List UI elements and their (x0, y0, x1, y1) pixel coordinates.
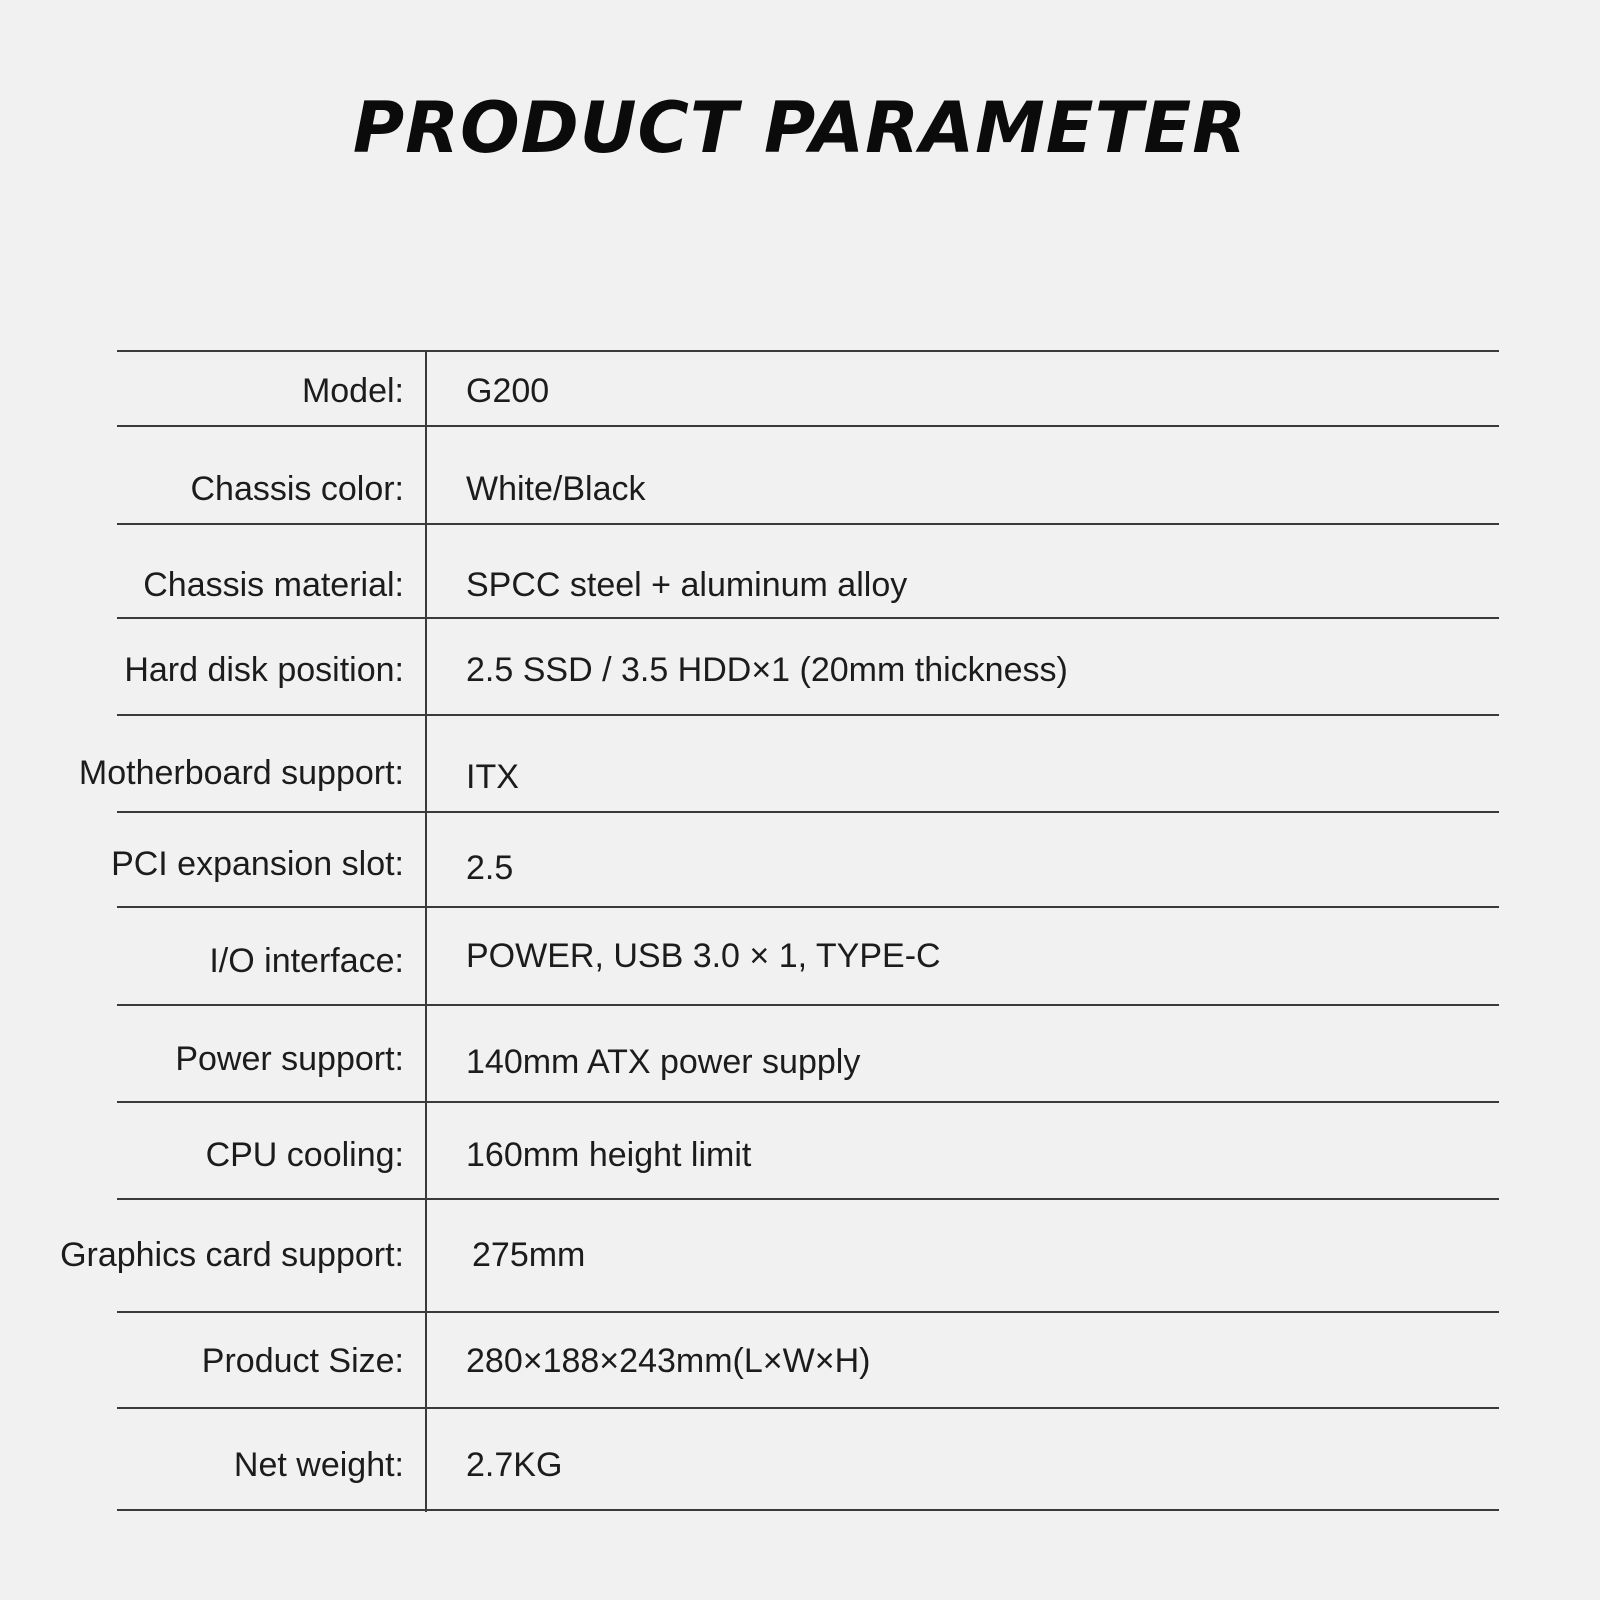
spec-label: Chassis material: (143, 566, 404, 604)
row-divider (117, 425, 1499, 427)
row-divider (117, 350, 1499, 352)
row-divider (117, 906, 1499, 908)
spec-value: 2.7KG (466, 1446, 563, 1484)
spec-value: 280×188×243mm(L×W×H) (466, 1342, 871, 1380)
row-divider (117, 1004, 1499, 1006)
spec-label: Graphics card support: (60, 1236, 404, 1274)
spec-value: White/Black (466, 470, 646, 508)
row-divider (117, 1509, 1499, 1511)
spec-table (0, 350, 1600, 1512)
row-divider (117, 714, 1499, 716)
spec-label: Hard disk position: (124, 651, 404, 689)
spec-value: 140mm ATX power supply (466, 1043, 861, 1081)
spec-label: Net weight: (233, 1446, 404, 1484)
spec-label: CPU cooling: (205, 1136, 404, 1174)
row-divider (117, 523, 1499, 525)
spec-value: POWER, USB 3.0 × 1, TYPE-C (466, 937, 941, 975)
row-divider (117, 1407, 1499, 1409)
page-title: PRODUCT PARAMETER (352, 87, 1248, 169)
spec-label: Motherboard support: (78, 754, 404, 792)
spec-label: Product Size: (201, 1342, 404, 1380)
spec-value: ITX (466, 758, 519, 796)
row-divider (117, 617, 1499, 619)
spec-label: I/O interface: (209, 942, 404, 980)
spec-label: Model: (301, 372, 404, 410)
spec-value: G200 (466, 372, 550, 410)
row-divider (117, 1101, 1499, 1103)
row-divider (117, 1198, 1499, 1200)
spec-value: 275mm (472, 1236, 586, 1274)
row-divider (117, 1311, 1499, 1313)
spec-value: SPCC steel + aluminum alloy (466, 566, 908, 604)
spec-label: Chassis color: (190, 470, 404, 508)
spec-value: 2.5 SSD / 3.5 HDD×1 (20mm thickness) (466, 651, 1068, 689)
spec-value: 160mm height limit (466, 1136, 752, 1174)
spec-label: Power support: (175, 1040, 404, 1078)
spec-label: PCI expansion slot: (111, 845, 404, 883)
spec-value: 2.5 (466, 849, 514, 887)
row-divider (117, 811, 1499, 813)
